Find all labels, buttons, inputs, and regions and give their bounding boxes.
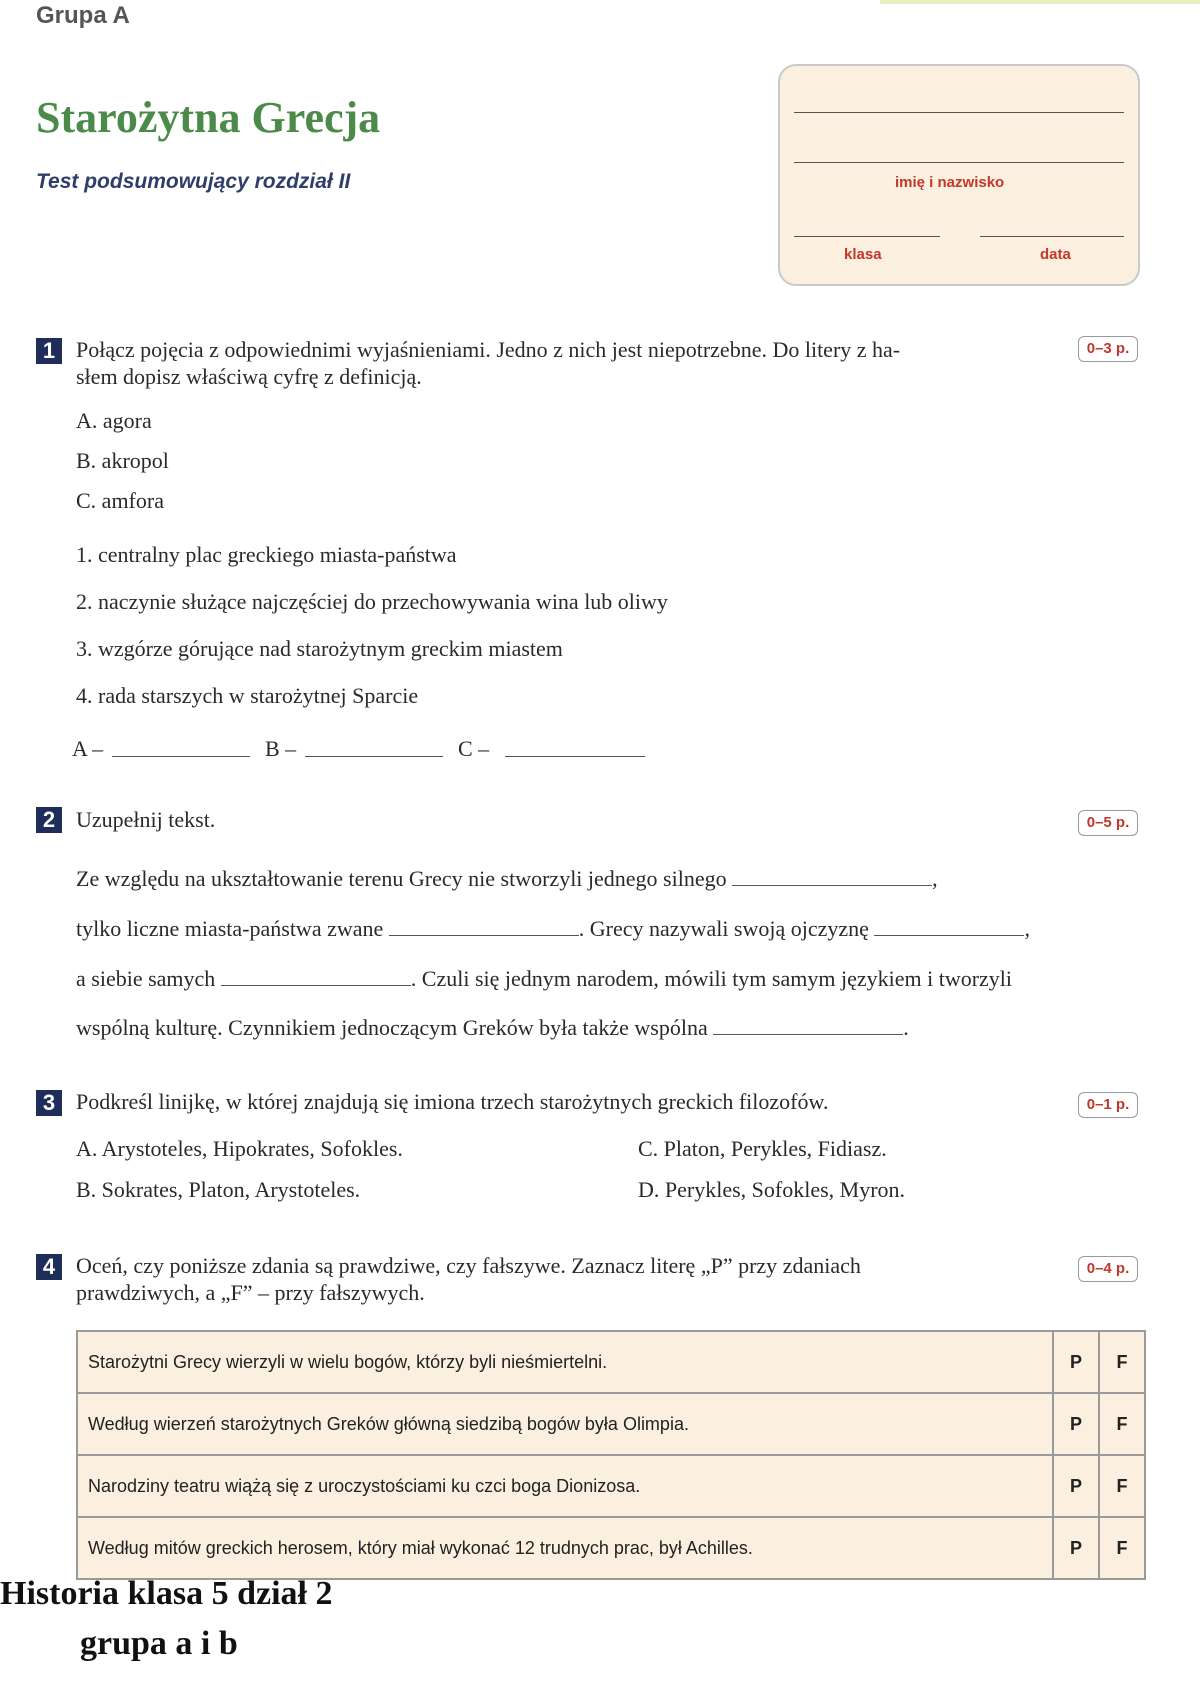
question-4-text-line1: Oceń, czy poniższe zdania są prawdziwe, czy fałszywe. Zaznacz literę „P” przy zdaniach — [76, 1253, 861, 1278]
philosopher-option-a[interactable]: A. Arystoteles, Hipokrates, Sofokles. — [76, 1136, 403, 1161]
table-row — [77, 1517, 1145, 1579]
group-label: Grupa A — [36, 2, 130, 29]
fill-text-line-1 — [76, 866, 938, 892]
true-option[interactable]: P — [1053, 1331, 1099, 1393]
answer-a-blank[interactable] — [112, 756, 250, 757]
question-1-points: 0–3 p. — [1078, 336, 1138, 362]
term-item: A. agora — [76, 408, 152, 433]
class-label: klasa — [844, 246, 882, 263]
statement-text: Narodziny teatru wiążą się z uroczystościami ku czci boga Dionizosa. — [77, 1455, 1053, 1517]
fill-text-segment: . Grecy nazywali swoją ojczyznę — [578, 916, 869, 941]
question-2-text: Uzupełnij tekst. — [76, 807, 216, 832]
fill-text-line-4 — [76, 1015, 909, 1041]
fill-text-segment: Ze względu na ukształtowanie terenu Grecy nie stworzyli jednego silnego — [76, 866, 727, 891]
table-row — [77, 1331, 1145, 1393]
answer-b-label: B – — [265, 736, 297, 761]
fill-text-segment: , — [1024, 916, 1030, 941]
footer-caption-line2: grupa a i b — [80, 1625, 238, 1662]
name-label: imię i nazwisko — [895, 174, 1005, 191]
question-4-number: 4 — [36, 1254, 62, 1280]
answer-c-blank[interactable] — [505, 756, 645, 757]
true-option[interactable]: P — [1053, 1455, 1099, 1517]
fill-text-line-3 — [76, 966, 1012, 992]
definition-item: 1. centralny plac greckiego miasta-państwa — [76, 542, 457, 567]
fill-text-segment: . Czuli się jednym narodem, mówili tym samym językiem i tworzyli — [410, 966, 1013, 991]
philosopher-option-b[interactable]: B. Sokrates, Platon, Arystoteles. — [76, 1177, 361, 1202]
fill-blank-3[interactable] — [874, 919, 1024, 936]
question-1-text-line2: słem dopisz właściwą cyfrę z definicją. — [76, 364, 422, 389]
answer-c-label: C – — [458, 736, 490, 761]
statement-text: Według wierzeń starożytnych Greków główną siedzibą bogów była Olimpia. — [77, 1393, 1053, 1455]
answer-b-blank[interactable] — [305, 756, 443, 757]
false-option[interactable]: F — [1099, 1393, 1145, 1455]
question-1-number: 1 — [36, 338, 62, 364]
top-decor-bar — [880, 0, 1200, 4]
table-row — [77, 1455, 1145, 1517]
term-item: C. amfora — [76, 488, 164, 513]
fill-blank-1[interactable] — [732, 869, 932, 886]
philosopher-option-c[interactable]: C. Platon, Perykles, Fidiasz. — [638, 1136, 887, 1161]
question-4-text-line2: prawdziwych, a „F” – przy fałszywych. — [76, 1280, 425, 1305]
definition-item: 2. naczynie służące najczęściej do przechowywania wina lub oliwy — [76, 589, 668, 614]
date-label: data — [1040, 246, 1071, 263]
fill-text-segment: , — [932, 866, 938, 891]
page-title: Starożytna Grecja — [36, 93, 381, 142]
fill-text-segment: wspólną kulturę. Czynnikiem jednoczącym Greków była także wspólna — [76, 1015, 708, 1040]
date-line[interactable] — [980, 236, 1124, 237]
name-line-1[interactable] — [794, 112, 1124, 113]
student-info-box — [778, 64, 1140, 286]
class-line[interactable] — [794, 236, 940, 237]
fill-blank-4[interactable] — [221, 969, 411, 986]
page-subtitle: Test podsumowujący rozdział II — [36, 170, 351, 193]
footer-caption-line1: Historia klasa 5 dział 2 — [0, 1575, 333, 1612]
philosopher-option-d[interactable]: D. Perykles, Sofokles, Myron. — [638, 1177, 906, 1202]
fill-text-segment: . — [903, 1015, 909, 1040]
question-3-number: 3 — [36, 1090, 62, 1116]
question-2-points: 0–5 p. — [1078, 810, 1138, 836]
question-2-number: 2 — [36, 807, 62, 833]
statement-text: Starożytni Grecy wierzyli w wielu bogów, którzy byli nieśmiertelni. — [77, 1331, 1053, 1393]
fill-blank-2[interactable] — [389, 919, 579, 936]
term-item: B. akropol — [76, 448, 169, 473]
false-option[interactable]: F — [1099, 1455, 1145, 1517]
table-row — [77, 1393, 1145, 1455]
false-option[interactable]: F — [1099, 1517, 1145, 1579]
definition-item: 4. rada starszych w starożytnej Sparcie — [76, 683, 419, 708]
question-4-points: 0–4 p. — [1078, 1256, 1138, 1282]
true-option[interactable]: P — [1053, 1393, 1099, 1455]
true-false-table — [76, 1330, 1146, 1580]
fill-blank-5[interactable] — [713, 1018, 903, 1035]
fill-text-segment: tylko liczne miasta-państwa zwane — [76, 916, 384, 941]
statement-text: Według mitów greckich herosem, który miał wykonać 12 trudnych prac, był Achilles. — [77, 1517, 1053, 1579]
question-1-text-line1: Połącz pojęcia z odpowiednimi wyjaśnieniami. Jedno z nich jest niepotrzebne. Do litery z ha- — [76, 337, 901, 362]
answer-a-label: A – — [72, 736, 104, 761]
question-3-text: Podkreśl linijkę, w której znajdują się imiona trzech starożytnych greckich filozofów. — [76, 1089, 829, 1114]
false-option[interactable]: F — [1099, 1331, 1145, 1393]
name-line-2[interactable] — [794, 162, 1124, 163]
definition-item: 3. wzgórze górujące nad starożytnym greckim miastem — [76, 636, 563, 661]
fill-text-segment: a siebie samych — [76, 966, 216, 991]
fill-text-line-2 — [76, 916, 1030, 942]
true-option[interactable]: P — [1053, 1517, 1099, 1579]
question-3-points: 0–1 p. — [1078, 1092, 1138, 1118]
